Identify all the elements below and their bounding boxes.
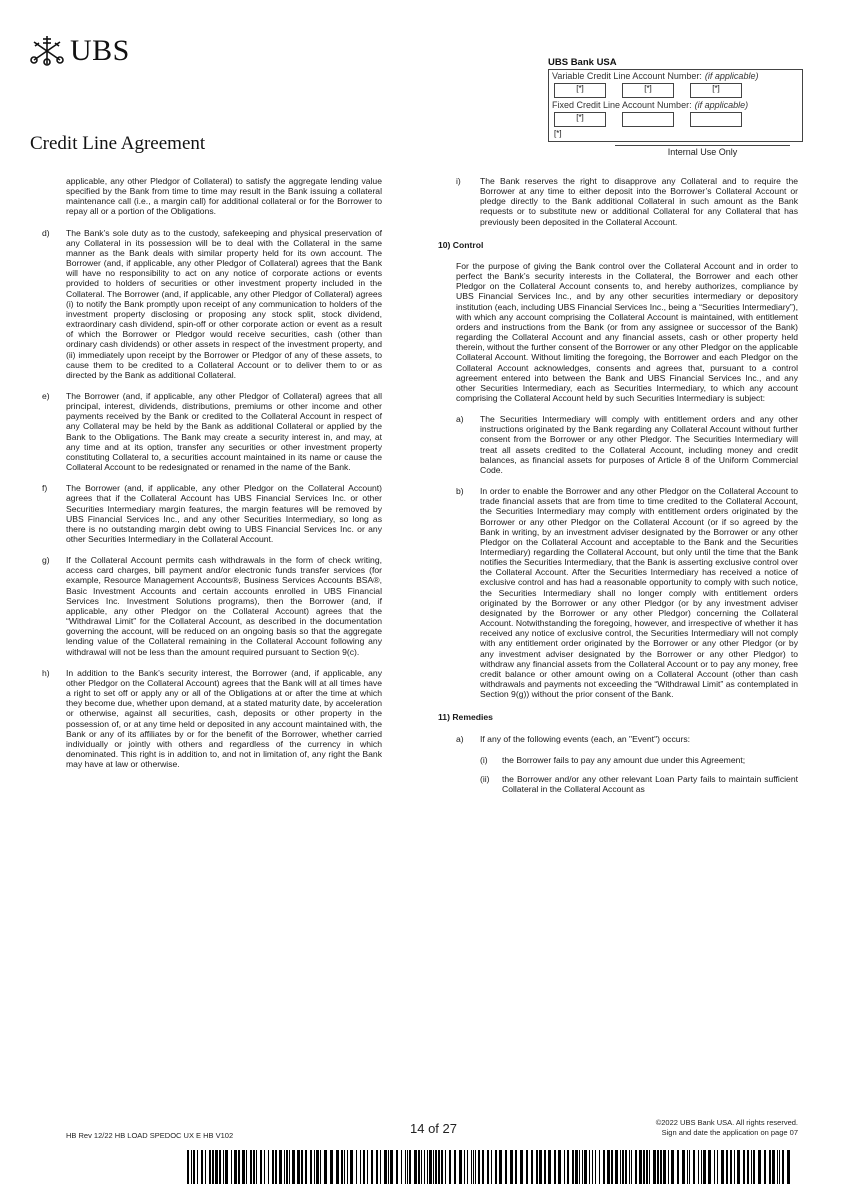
logo-wordmark: UBS <box>70 34 130 67</box>
section-10-body: For the purpose of giving the Bank control over the Collateral Account and in order to perfect the Bank’s security interests in the Collateral, the Borrower and each other Pledgor on the Collateral Account consents to, and hereby authorizes, compliance by UBS Financial Services Inc., and by any other securities intermediary or depository institution (each, including UBS Financial Services Inc., being a “Securities Intermediary”), with which any account comprising the Collateral Account is maintained, with entitlement orders and instructions from the Bank (or from any assignee or successor of the Bank) regarding the Collateral Account and any financial assets, cash or other property held therein, without the further consent of the Borrower or any other Pledgor on the applicable Collateral Account. Without limiting the foregoing, the Borrower and each Pledgor on the Collateral Account acknowledges, consents and agrees that, pursuant to a control agreement entered into between the Bank and UBS Financial Services Inc., and any other Securities Intermediary, each as Securities Intermediary, to which any account comprising the Collateral Account held by such Securities Intermediary is subject: <box>456 260 798 403</box>
clause-g: g) If the Collateral Account permits cash withdrawals in the form of check writing, access card charges, bill payment and/or electronic funds transfer services (for example, Resource Management Accounts®, Business Services Accounts BSA®, Basic Investment Accounts and certain accounts enrolled in UBS Financial Services Inc. Investment Solutions programs), then the Borrower (and, if applicable, any other Pledgor on the Collateral Account) agrees that the “Withdrawal Limit” for the Collateral Account, as described in the documentation governing the account, will be reduced on an ongoing basis so that the aggregate lending value of the Collateral remaining in the Collateral Account following any withdrawal will not be less than the amount required pursuant to Section 9(c). <box>42 555 382 657</box>
section-11-subclause-i: (i) the Borrower fails to pay any amount due under this Agreement; <box>480 754 746 765</box>
fixed-account-field-1[interactable]: [*] <box>554 112 606 127</box>
section-10-clause-b: b) In order to enable the Borrower and any other Pledgor on the Collateral Account to trade financial assets that are from time to time credited to the Collateral Account, the Securities Intermediary may comply with entitlement orders originated by the Borrower or any other Pledgor on the Collateral Account (or if so agreed by the Bank in writing, by an investment adviser designated by the Borrower or any other Pledgor on the Collateral Account and acceptable to the Bank and the Securities Intermediary) regarding the Collateral Account, but only until the time that the Bank notifies the Securities Intermediary, that the Bank is asserting exclusive control over the Collateral Account. After the Securities Intermediary has received a notice of exclusive control and has had a reasonable opportunity to comply with such notice, the Securities Intermediary shall no longer comply with entitlement orders originated by the Borrower or any other Pledgor (or by any investment adviser designated by the Borrower or any other Pledgor) concerning the Collateral Account. Notwithstanding the foregoing, however, and irrespective of whether it has received any notice of exclusive control, the Securities Intermediary will not comply with any entitlement order originated by the Borrower or any other Pledgor (or by any investment adviser designated by the Borrower or any other Pledgor) to withdraw any financial assets from the Collateral Account or to pay any money, free credit balance or other amount owing on a Collateral Account (other than cash withdrawals and payments not exceeding the “Withdrawal Limit” as contemplated in Section 9(g)) without the prior consent of the Bank. <box>456 486 798 700</box>
ubs-keys-icon <box>28 34 66 68</box>
page-number: 14 of 27 <box>410 1121 457 1136</box>
section-11-heading: 11) Remedies <box>438 712 493 723</box>
fixed-account-field-3[interactable] <box>690 112 742 127</box>
fixed-account-fields <box>554 112 799 127</box>
account-number-box <box>548 57 803 142</box>
clause-h: h) In addition to the Bank’s security interest, the Borrower (and, if applicable, any other Pledgor on the Collateral Account) agrees that the Bank will at all times have a right to set off or apply any or all of the Obligations at or after the time at which they become due, whether upon demand, at a stated maturity date, by acceleration or otherwise, against all securities, cash, deposits or other property in the possession of, or at any time held or deposited in any account maintained with, the Bank or any of its affiliates by or for the benefit of the Borrower, whether carried individually or jointly with others and regardless of the currency in which denominated. This right is in addition to, and not in limitation of, any right the Bank may have at law or otherwise. <box>42 667 382 770</box>
clause-i: i) The Bank reserves the right to disapprove any Collateral and to require the Borrower at any time to either deposit into the Borrower’s Collateral Account or pledge directly to the Bank additional Collateral in such amount as the Bank requests or to substitute new or additional Collateral for any Collateral that has previously been deposited in the Collateral Account. <box>456 176 798 227</box>
variable-account-field-1[interactable]: [*] <box>554 83 606 98</box>
internal-use-label: Internal Use Only <box>615 145 790 157</box>
right-column <box>438 176 798 803</box>
bank-name: UBS Bank USA <box>548 57 617 68</box>
fixed-account-extra: [*] <box>554 129 562 138</box>
left-column <box>42 176 382 780</box>
section-10-clause-a: a) The Securities Intermediary will comply with entitlement orders and any other instructions originated by the Bank regarding any Collateral Account without further consent from the Borrower or any other Pledgor. The Securities Intermediary will treat all assets credited to the Collateral Account, including money and credit balances, as financial assets for purposes of Article 8 of the Uniform Commercial Code. <box>456 414 798 475</box>
clause-f: f) The Borrower (and, if applicable, any other Pledgor on the Collateral Account) agrees that if the Collateral Account has UBS Financial Services Inc. or other Securities Intermediary margin features, the margin features will be removed by UBS Financial Services Inc., and any other Securities Intermediary, so long as there is no outstanding margin debt owing to UBS Financial Services Inc. or any other Securities Intermediary in the Collateral Account. <box>42 483 382 544</box>
ubs-logo <box>28 34 130 68</box>
form-code: HB Rev 12/22 HB LOAD SPEDOC UX E HB V102 <box>66 1131 234 1140</box>
section-11-clause-a: a) If any of the following events (each, an "Event") occurs: <box>456 733 691 744</box>
variable-account-fields <box>554 83 799 98</box>
section-11-subclause-ii: (ii) the Borrower and/or any other relevant Loan Party fails to maintain sufficient Collateral in the Collateral Account as <box>480 773 798 794</box>
clause-e: e) The Borrower (and, if applicable, any other Pledgor of Collateral) agrees that all principal, interest, dividends, distributions, premiums or other income and other payments received by the Bank or credited to the Collateral Account in respect of any Collateral may be held by the Bank as additional Collateral or applied by the Bank to the Obligations. The Bank may create a security interest in, and may, at any time and at its option, transfer any securities or other investment property constituting Collateral to, a securities account maintained in its name or cause the Collateral Account to be redesignated or renamed in the name of the Bank. <box>42 390 382 473</box>
variable-account-field-2[interactable]: [*] <box>622 83 674 98</box>
account-frame <box>548 69 803 142</box>
barcode <box>187 1150 793 1184</box>
variable-account-label: Variable Credit Line Account Number: (if applicable) <box>552 71 759 81</box>
sign-note: Sign and date the application on page 07 <box>661 1128 798 1137</box>
section-10-heading: 10) Control <box>438 239 484 250</box>
clause-d: d) The Bank’s sole duty as to the custody, safekeeping and physical preservation of any Collateral in its possession will be to deal with the Collateral in the same manner as the Bank deals with similar property held for its own account. The Borrower (and, if applicable, any other Pledgor of Collateral) agrees that the Bank will have no responsibility to act on any notice of corporate actions or events provided to holders of securities or other investment property included in the Collateral. The Borrower (and, if applicable, any other Pledgor of Collateral) agrees (i) to notify the Bank promptly upon receipt of any communication to holders of the investment property disclosing or proposing any stock split, stock dividend, extraordinary cash dividend, spin-off or other corporate action or event as a result of which the Borrower or Pledgor would receive securities, cash (other than ordinary cash dividends) or other assets in respect of the investment property, and (ii) immediately upon receipt by the Borrower or Pledgor of any of these assets, to cause them to be credited to a Collateral Account or to deliver them to or as directed by the Bank as additional Collateral. <box>42 227 382 380</box>
fixed-account-label: Fixed Credit Line Account Number: (if applicable) <box>552 100 749 110</box>
fixed-account-field-2[interactable] <box>622 112 674 127</box>
footer-notes <box>656 1118 798 1138</box>
copyright: ©2022 UBS Bank USA. All rights reserved. <box>655 1118 798 1127</box>
document-title: Credit Line Agreement <box>30 133 206 154</box>
continued-paragraph: applicable, any other Pledgor of Collateral) to satisfy the aggregate lending value specified by the Bank from time to time may result in the Bank issuing a collateral maintenance call (i.e., a margin call) for additional collateral or for the Borrower to repay all or a portion of the Obligations. <box>66 176 382 217</box>
variable-account-field-3[interactable]: [*] <box>690 83 742 98</box>
